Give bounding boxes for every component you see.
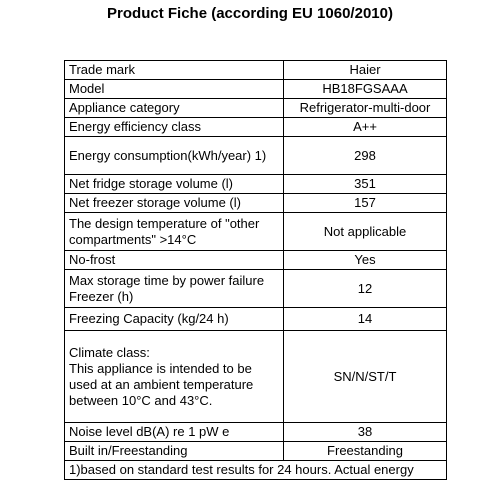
table-row xyxy=(65,251,447,270)
row-label-no-frost: No-frost xyxy=(65,251,284,270)
row-value-built-in: Freestanding xyxy=(284,442,447,461)
row-label-appliance-category: Appliance category xyxy=(65,99,284,118)
row-value-freezing-capacity: 14 xyxy=(284,308,447,331)
table-row xyxy=(65,175,447,194)
table-row xyxy=(65,99,447,118)
row-label-model: Model xyxy=(65,80,284,99)
row-label-climate-class xyxy=(65,331,284,423)
table-row xyxy=(65,442,447,461)
table-row xyxy=(65,80,447,99)
table-row xyxy=(65,331,447,423)
row-value-trade-mark: Haier xyxy=(284,61,447,80)
row-label-freezing-capacity: Freezing Capacity (kg/24 h) xyxy=(65,308,284,331)
row-value-energy-class: A++ xyxy=(284,118,447,137)
row-value-climate-class: SN/N/ST/T xyxy=(284,331,447,423)
table-row xyxy=(65,423,447,442)
row-value-appliance-category: Refrigerator-multi-door xyxy=(284,99,447,118)
table-row xyxy=(65,61,447,80)
table-row xyxy=(65,137,447,175)
table-row xyxy=(65,194,447,213)
climate-class-description: This appliance is intended to be used at an ambient temperature between 10°C and 43°C. xyxy=(69,360,254,408)
row-label-noise-level: Noise level dB(A) re 1 pW e xyxy=(65,423,284,442)
row-label-energy-consumption: Energy consumption(kWh/year) 1) xyxy=(65,137,284,175)
table-row xyxy=(65,461,447,480)
row-value-fridge-volume: 351 xyxy=(284,175,447,194)
row-label-design-temperature: The design temperature of "other compartments" >14°C xyxy=(65,213,284,251)
footnote: 1)based on standard test results for 24 hours. Actual energy xyxy=(65,461,447,480)
table-row xyxy=(65,213,447,251)
row-value-design-temperature: Not applicable xyxy=(284,213,447,251)
table-row xyxy=(65,118,447,137)
row-value-energy-consumption: 298 xyxy=(284,137,447,175)
row-value-max-storage-time: 12 xyxy=(284,270,447,308)
row-value-freezer-volume: 157 xyxy=(284,194,447,213)
row-value-no-frost: Yes xyxy=(284,251,447,270)
page-title: Product Fiche (according EU 1060/2010) xyxy=(107,5,393,22)
row-label-fridge-volume: Net fridge storage volume (l) xyxy=(65,175,284,194)
table-row xyxy=(65,270,447,308)
row-label-trade-mark: Trade mark xyxy=(65,61,284,80)
row-value-noise-level: 38 xyxy=(284,423,447,442)
row-label-max-storage-time: Max storage time by power failure Freezer (h) xyxy=(65,270,284,308)
row-label-built-in: Built in/Freestanding xyxy=(65,442,284,461)
row-label-energy-class: Energy efficiency class xyxy=(65,118,284,137)
row-label-freezer-volume: Net freezer storage volume (l) xyxy=(65,194,284,213)
row-value-model: HB18FGSAAA xyxy=(284,80,447,99)
product-fiche-table xyxy=(64,60,447,480)
table-row xyxy=(65,308,447,331)
climate-class-heading: Climate class: xyxy=(69,344,150,360)
